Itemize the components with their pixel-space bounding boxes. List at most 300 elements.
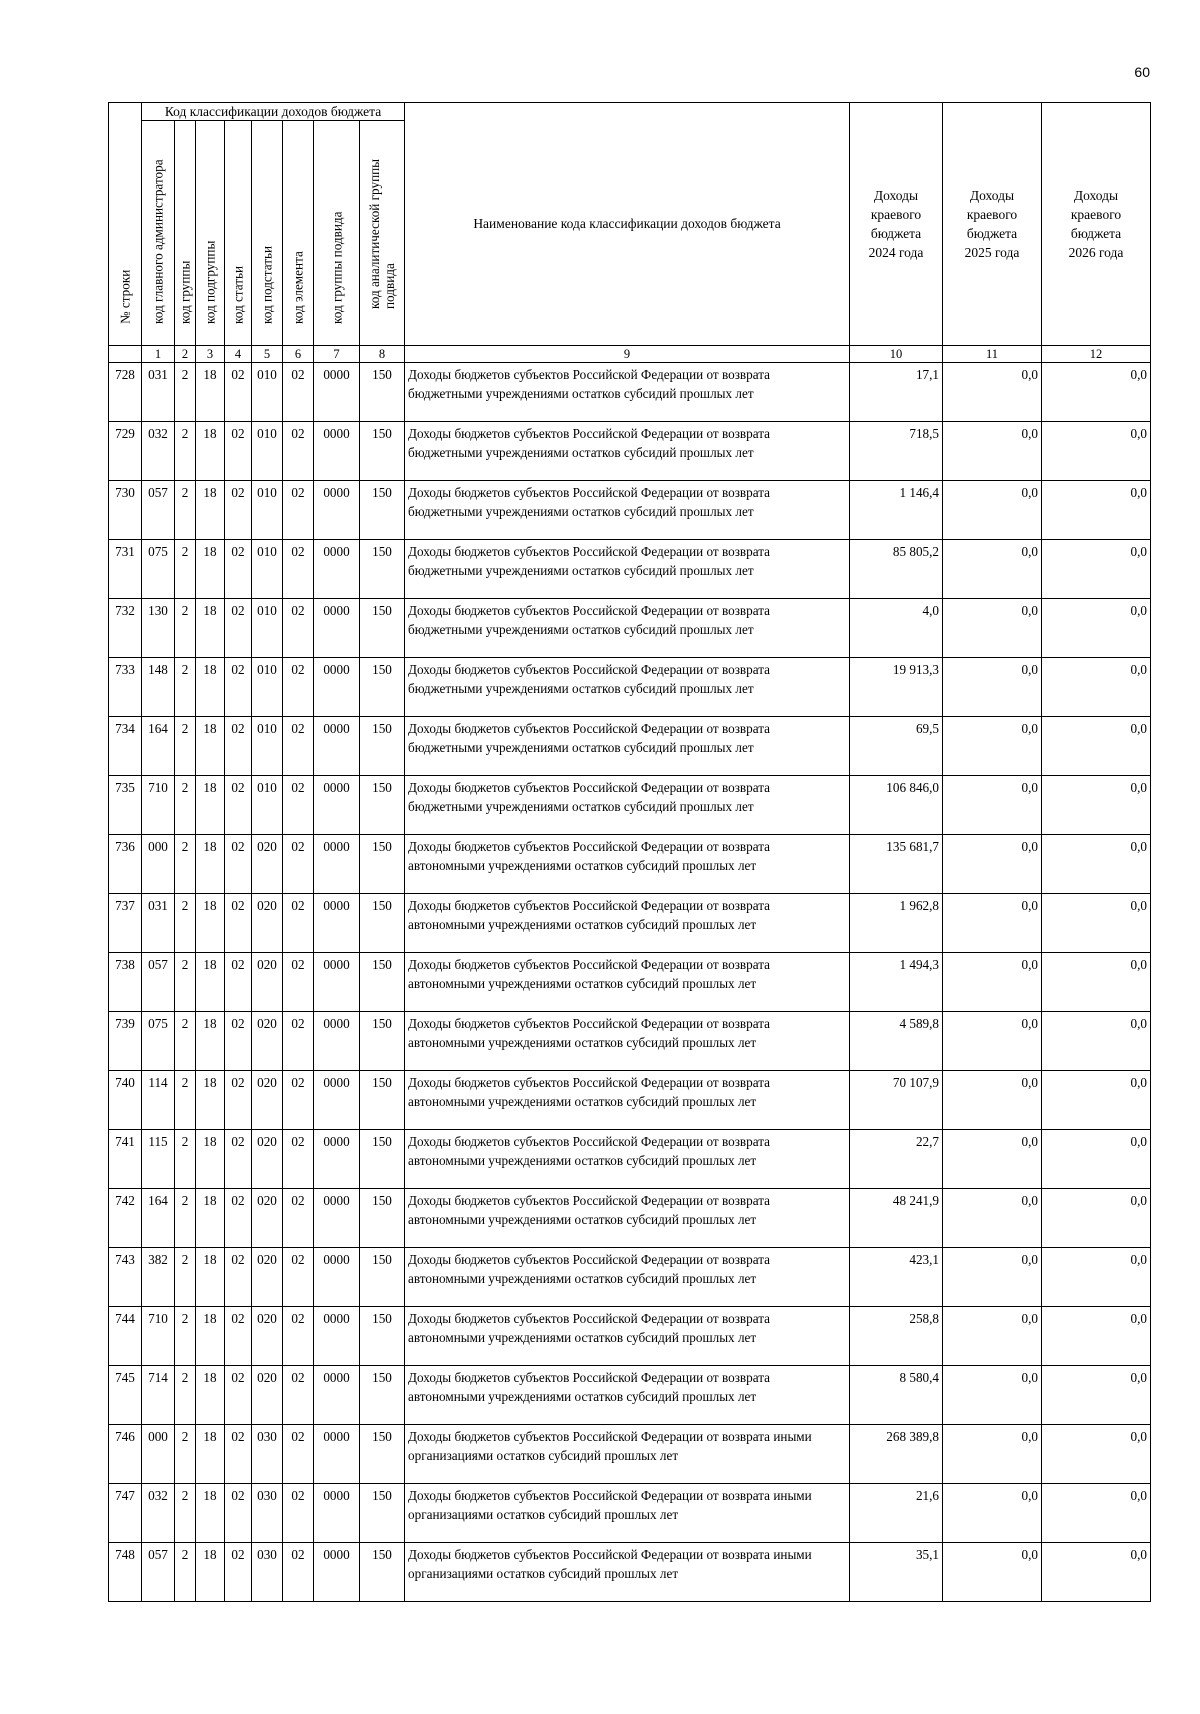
element-code-cell: 02 <box>283 1484 314 1543</box>
group-code-cell: 2 <box>175 1248 196 1307</box>
subgroup-code-cell: 18 <box>196 599 225 658</box>
subtype-group-code-cell: 0000 <box>314 658 360 717</box>
subtype-group-code-cell: 0000 <box>314 481 360 540</box>
element-code-cell: 02 <box>283 540 314 599</box>
admin-code-cell: 032 <box>142 422 175 481</box>
table-row <box>109 658 1151 717</box>
subtype-group-code-cell: 0000 <box>314 717 360 776</box>
row-number-cell: 746 <box>109 1425 142 1484</box>
row-number-cell: 742 <box>109 1189 142 1248</box>
group-code-cell: 2 <box>175 1012 196 1071</box>
subtype-group-code-cell: 0000 <box>314 1189 360 1248</box>
income-2024-cell: 70 107,9 <box>850 1071 943 1130</box>
table-row <box>109 1012 1151 1071</box>
income-2025-cell: 0,0 <box>943 1484 1042 1543</box>
analytic-group-code-cell: 150 <box>360 1189 405 1248</box>
element-code-cell: 02 <box>283 1543 314 1602</box>
column-number: 2 <box>175 346 196 363</box>
row-number-cell: 733 <box>109 658 142 717</box>
income-2024-cell: 1 494,3 <box>850 953 943 1012</box>
income-2024-cell: 69,5 <box>850 717 943 776</box>
row-number-cell: 744 <box>109 1307 142 1366</box>
header-classification-code: Код классификации доходов бюджета <box>142 103 405 121</box>
income-2025-cell: 0,0 <box>943 1366 1042 1425</box>
subtype-group-code-cell: 0000 <box>314 1071 360 1130</box>
income-2026-cell: 0,0 <box>1042 1425 1151 1484</box>
income-2026-cell: 0,0 <box>1042 717 1151 776</box>
subarticle-code-cell: 010 <box>252 363 283 422</box>
subarticle-code-cell: 010 <box>252 422 283 481</box>
income-2024-cell: 22,7 <box>850 1130 943 1189</box>
subtype-group-code-cell: 0000 <box>314 1130 360 1189</box>
subtype-group-code-cell: 0000 <box>314 1543 360 1602</box>
row-number-cell: 728 <box>109 363 142 422</box>
income-2025-cell: 0,0 <box>943 894 1042 953</box>
subgroup-code-cell: 18 <box>196 1307 225 1366</box>
income-2026-cell: 0,0 <box>1042 481 1151 540</box>
admin-code-cell: 000 <box>142 835 175 894</box>
article-code-cell: 02 <box>225 481 252 540</box>
row-number-cell: 739 <box>109 1012 142 1071</box>
subgroup-code-cell: 18 <box>196 894 225 953</box>
group-code-cell: 2 <box>175 953 196 1012</box>
column-number: 4 <box>225 346 252 363</box>
subarticle-code-cell: 010 <box>252 540 283 599</box>
admin-code-cell: 031 <box>142 363 175 422</box>
group-code-cell: 2 <box>175 1189 196 1248</box>
analytic-group-code-cell: 150 <box>360 1130 405 1189</box>
code-name-cell: Доходы бюджетов субъектов Российской Федерации от возврата автономными учреждениями остатков субсидий прошлых лет <box>405 1189 850 1248</box>
article-code-cell: 02 <box>225 599 252 658</box>
column-number: 8 <box>360 346 405 363</box>
column-number: 5 <box>252 346 283 363</box>
subarticle-code-cell: 010 <box>252 599 283 658</box>
article-code-cell: 02 <box>225 363 252 422</box>
income-2025-cell: 0,0 <box>943 1071 1042 1130</box>
element-code-cell: 02 <box>283 717 314 776</box>
income-2024-cell: 718,5 <box>850 422 943 481</box>
subarticle-code-cell: 020 <box>252 1012 283 1071</box>
subarticle-code-cell: 020 <box>252 1130 283 1189</box>
subtype-group-code-cell: 0000 <box>314 776 360 835</box>
element-code-cell: 02 <box>283 1366 314 1425</box>
income-2024-cell: 4 589,8 <box>850 1012 943 1071</box>
subtype-group-code-cell: 0000 <box>314 1425 360 1484</box>
row-number-cell: 743 <box>109 1248 142 1307</box>
income-2025-cell: 0,0 <box>943 953 1042 1012</box>
income-2026-cell: 0,0 <box>1042 1189 1151 1248</box>
element-code-cell: 02 <box>283 1248 314 1307</box>
group-code-cell: 2 <box>175 1307 196 1366</box>
subtype-group-code-cell: 0000 <box>314 1012 360 1071</box>
group-code-cell: 2 <box>175 363 196 422</box>
article-code-cell: 02 <box>225 1189 252 1248</box>
group-code-cell: 2 <box>175 658 196 717</box>
header-element-code: код элемента <box>283 121 314 346</box>
admin-code-cell: 710 <box>142 1307 175 1366</box>
subtype-group-code-cell: 0000 <box>314 1484 360 1543</box>
subarticle-code-cell: 020 <box>252 1366 283 1425</box>
element-code-cell: 02 <box>283 599 314 658</box>
article-code-cell: 02 <box>225 894 252 953</box>
row-number-cell: 741 <box>109 1130 142 1189</box>
element-code-cell: 02 <box>283 894 314 953</box>
analytic-group-code-cell: 150 <box>360 894 405 953</box>
row-number-cell: 745 <box>109 1366 142 1425</box>
income-2025-cell: 0,0 <box>943 1307 1042 1366</box>
income-2025-cell: 0,0 <box>943 658 1042 717</box>
group-code-cell: 2 <box>175 894 196 953</box>
subgroup-code-cell: 18 <box>196 540 225 599</box>
income-2025-cell: 0,0 <box>943 835 1042 894</box>
code-name-cell: Доходы бюджетов субъектов Российской Федерации от возврата автономными учреждениями остатков субсидий прошлых лет <box>405 953 850 1012</box>
income-classification-table <box>108 102 1151 1602</box>
header-article-code: код статьи <box>225 121 252 346</box>
income-2026-cell: 0,0 <box>1042 1012 1151 1071</box>
article-code-cell: 02 <box>225 1484 252 1543</box>
group-code-cell: 2 <box>175 1484 196 1543</box>
article-code-cell: 02 <box>225 540 252 599</box>
header-subtype-group-code: код группы подвида <box>314 121 360 346</box>
group-code-cell: 2 <box>175 540 196 599</box>
income-2024-cell: 1 962,8 <box>850 894 943 953</box>
subgroup-code-cell: 18 <box>196 835 225 894</box>
subtype-group-code-cell: 0000 <box>314 363 360 422</box>
element-code-cell: 02 <box>283 1425 314 1484</box>
article-code-cell: 02 <box>225 1425 252 1484</box>
income-2025-cell: 0,0 <box>943 1012 1042 1071</box>
header-subarticle-code: код подстатьи <box>252 121 283 346</box>
table-row <box>109 835 1151 894</box>
row-number-cell: 748 <box>109 1543 142 1602</box>
analytic-group-code-cell: 150 <box>360 835 405 894</box>
income-2024-cell: 1 146,4 <box>850 481 943 540</box>
row-number-cell: 737 <box>109 894 142 953</box>
admin-code-cell: 714 <box>142 1366 175 1425</box>
table-row <box>109 481 1151 540</box>
admin-code-cell: 032 <box>142 1484 175 1543</box>
income-2026-cell: 0,0 <box>1042 1071 1151 1130</box>
article-code-cell: 02 <box>225 1071 252 1130</box>
income-2024-cell: 8 580,4 <box>850 1366 943 1425</box>
group-code-cell: 2 <box>175 481 196 540</box>
income-2025-cell: 0,0 <box>943 1130 1042 1189</box>
header-income-2024: Доходы краевого бюджета 2024 года <box>850 103 943 346</box>
income-2024-cell: 17,1 <box>850 363 943 422</box>
subarticle-code-cell: 020 <box>252 1248 283 1307</box>
header-subgroup-code: код подгруппы <box>196 121 225 346</box>
subgroup-code-cell: 18 <box>196 1071 225 1130</box>
subtype-group-code-cell: 0000 <box>314 894 360 953</box>
article-code-cell: 02 <box>225 1543 252 1602</box>
row-number-cell: 747 <box>109 1484 142 1543</box>
income-2026-cell: 0,0 <box>1042 363 1151 422</box>
row-number-cell: 732 <box>109 599 142 658</box>
element-code-cell: 02 <box>283 1130 314 1189</box>
group-code-cell: 2 <box>175 1425 196 1484</box>
admin-code-cell: 164 <box>142 1189 175 1248</box>
code-name-cell: Доходы бюджетов субъектов Российской Федерации от возврата бюджетными учреждениями остатков субсидий прошлых лет <box>405 717 850 776</box>
table-row <box>109 776 1151 835</box>
admin-code-cell: 114 <box>142 1071 175 1130</box>
subarticle-code-cell: 010 <box>252 776 283 835</box>
article-code-cell: 02 <box>225 1307 252 1366</box>
row-number-cell: 734 <box>109 717 142 776</box>
code-name-cell: Доходы бюджетов субъектов Российской Федерации от возврата автономными учреждениями остатков субсидий прошлых лет <box>405 1130 850 1189</box>
element-code-cell: 02 <box>283 953 314 1012</box>
income-2024-cell: 48 241,9 <box>850 1189 943 1248</box>
table-row <box>109 1189 1151 1248</box>
article-code-cell: 02 <box>225 717 252 776</box>
income-2024-cell: 4,0 <box>850 599 943 658</box>
element-code-cell: 02 <box>283 776 314 835</box>
income-2025-cell: 0,0 <box>943 599 1042 658</box>
analytic-group-code-cell: 150 <box>360 658 405 717</box>
income-2024-cell: 423,1 <box>850 1248 943 1307</box>
group-code-cell: 2 <box>175 1130 196 1189</box>
income-2026-cell: 0,0 <box>1042 1484 1151 1543</box>
element-code-cell: 02 <box>283 835 314 894</box>
income-2024-cell: 135 681,7 <box>850 835 943 894</box>
article-code-cell: 02 <box>225 1130 252 1189</box>
row-number-cell: 736 <box>109 835 142 894</box>
subarticle-code-cell: 010 <box>252 658 283 717</box>
table-row <box>109 1248 1151 1307</box>
table-row <box>109 894 1151 953</box>
table-row <box>109 540 1151 599</box>
code-name-cell: Доходы бюджетов субъектов Российской Федерации от возврата иными организациями остатков субсидий прошлых лет <box>405 1543 850 1602</box>
admin-code-cell: 115 <box>142 1130 175 1189</box>
element-code-cell: 02 <box>283 481 314 540</box>
column-number: 6 <box>283 346 314 363</box>
column-number: 10 <box>850 346 943 363</box>
row-number-cell: 730 <box>109 481 142 540</box>
group-code-cell: 2 <box>175 1071 196 1130</box>
admin-code-cell: 382 <box>142 1248 175 1307</box>
income-2026-cell: 0,0 <box>1042 422 1151 481</box>
subarticle-code-cell: 030 <box>252 1425 283 1484</box>
subarticle-code-cell: 030 <box>252 1543 283 1602</box>
code-name-cell: Доходы бюджетов субъектов Российской Федерации от возврата автономными учреждениями остатков субсидий прошлых лет <box>405 1071 850 1130</box>
code-name-cell: Доходы бюджетов субъектов Российской Федерации от возврата автономными учреждениями остатков субсидий прошлых лет <box>405 1366 850 1425</box>
table-row <box>109 717 1151 776</box>
article-code-cell: 02 <box>225 835 252 894</box>
income-2025-cell: 0,0 <box>943 776 1042 835</box>
admin-code-cell: 075 <box>142 1012 175 1071</box>
code-name-cell: Доходы бюджетов субъектов Российской Федерации от возврата бюджетными учреждениями остатков субсидий прошлых лет <box>405 599 850 658</box>
income-2026-cell: 0,0 <box>1042 658 1151 717</box>
element-code-cell: 02 <box>283 422 314 481</box>
column-number-row <box>109 346 1151 363</box>
code-name-cell: Доходы бюджетов субъектов Российской Федерации от возврата бюджетными учреждениями остатков субсидий прошлых лет <box>405 481 850 540</box>
income-2026-cell: 0,0 <box>1042 1307 1151 1366</box>
table-row <box>109 363 1151 422</box>
subarticle-code-cell: 020 <box>252 953 283 1012</box>
subgroup-code-cell: 18 <box>196 776 225 835</box>
subgroup-code-cell: 18 <box>196 1012 225 1071</box>
header-income-2025: Доходы краевого бюджета 2025 года <box>943 103 1042 346</box>
code-name-cell: Доходы бюджетов субъектов Российской Федерации от возврата автономными учреждениями остатков субсидий прошлых лет <box>405 1012 850 1071</box>
code-name-cell: Доходы бюджетов субъектов Российской Федерации от возврата бюджетными учреждениями остатков субсидий прошлых лет <box>405 658 850 717</box>
column-number: 7 <box>314 346 360 363</box>
subtype-group-code-cell: 0000 <box>314 1248 360 1307</box>
income-2026-cell: 0,0 <box>1042 953 1151 1012</box>
income-2026-cell: 0,0 <box>1042 1130 1151 1189</box>
article-code-cell: 02 <box>225 658 252 717</box>
row-number-cell: 738 <box>109 953 142 1012</box>
subarticle-code-cell: 020 <box>252 1189 283 1248</box>
subgroup-code-cell: 18 <box>196 1189 225 1248</box>
income-2026-cell: 0,0 <box>1042 599 1151 658</box>
subgroup-code-cell: 18 <box>196 1130 225 1189</box>
analytic-group-code-cell: 150 <box>360 1012 405 1071</box>
table-row <box>109 1130 1151 1189</box>
admin-code-cell: 057 <box>142 953 175 1012</box>
group-code-cell: 2 <box>175 1543 196 1602</box>
subtype-group-code-cell: 0000 <box>314 953 360 1012</box>
income-2024-cell: 19 913,3 <box>850 658 943 717</box>
group-code-cell: 2 <box>175 599 196 658</box>
subarticle-code-cell: 020 <box>252 1071 283 1130</box>
article-code-cell: 02 <box>225 953 252 1012</box>
subgroup-code-cell: 18 <box>196 363 225 422</box>
income-2025-cell: 0,0 <box>943 1425 1042 1484</box>
subarticle-code-cell: 030 <box>252 1484 283 1543</box>
subtype-group-code-cell: 0000 <box>314 599 360 658</box>
article-code-cell: 02 <box>225 1366 252 1425</box>
subgroup-code-cell: 18 <box>196 1366 225 1425</box>
group-code-cell: 2 <box>175 776 196 835</box>
income-2026-cell: 0,0 <box>1042 776 1151 835</box>
element-code-cell: 02 <box>283 363 314 422</box>
analytic-group-code-cell: 150 <box>360 1366 405 1425</box>
header-code-name: Наименование кода классификации доходов бюджета <box>405 103 850 346</box>
analytic-group-code-cell: 150 <box>360 599 405 658</box>
income-2025-cell: 0,0 <box>943 717 1042 776</box>
analytic-group-code-cell: 150 <box>360 1543 405 1602</box>
row-number-cell: 735 <box>109 776 142 835</box>
subgroup-code-cell: 18 <box>196 1248 225 1307</box>
code-name-cell: Доходы бюджетов субъектов Российской Федерации от возврата автономными учреждениями остатков субсидий прошлых лет <box>405 835 850 894</box>
code-name-cell: Доходы бюджетов субъектов Российской Федерации от возврата иными организациями остатков субсидий прошлых лет <box>405 1484 850 1543</box>
analytic-group-code-cell: 150 <box>360 1248 405 1307</box>
header-admin-code: код главного администратора <box>142 121 175 346</box>
article-code-cell: 02 <box>225 1012 252 1071</box>
row-number-cell: 740 <box>109 1071 142 1130</box>
subtype-group-code-cell: 0000 <box>314 422 360 481</box>
income-2026-cell: 0,0 <box>1042 894 1151 953</box>
analytic-group-code-cell: 150 <box>360 422 405 481</box>
income-2024-cell: 35,1 <box>850 1543 943 1602</box>
admin-code-cell: 057 <box>142 481 175 540</box>
table-row <box>109 1425 1151 1484</box>
subarticle-code-cell: 020 <box>252 894 283 953</box>
element-code-cell: 02 <box>283 1012 314 1071</box>
analytic-group-code-cell: 150 <box>360 1071 405 1130</box>
income-2026-cell: 0,0 <box>1042 1248 1151 1307</box>
code-name-cell: Доходы бюджетов субъектов Российской Федерации от возврата иными организациями остатков субсидий прошлых лет <box>405 1425 850 1484</box>
column-number: 11 <box>943 346 1042 363</box>
page-number: 60 <box>1134 64 1150 80</box>
admin-code-cell: 710 <box>142 776 175 835</box>
analytic-group-code-cell: 150 <box>360 776 405 835</box>
subgroup-code-cell: 18 <box>196 1484 225 1543</box>
element-code-cell: 02 <box>283 1071 314 1130</box>
code-name-cell: Доходы бюджетов субъектов Российской Федерации от возврата автономными учреждениями остатков субсидий прошлых лет <box>405 894 850 953</box>
income-2024-cell: 258,8 <box>850 1307 943 1366</box>
column-number: 9 <box>405 346 850 363</box>
column-number: 12 <box>1042 346 1151 363</box>
code-name-cell: Доходы бюджетов субъектов Российской Федерации от возврата бюджетными учреждениями остатков субсидий прошлых лет <box>405 776 850 835</box>
income-2024-cell: 268 389,8 <box>850 1425 943 1484</box>
row-number-cell: 731 <box>109 540 142 599</box>
subtype-group-code-cell: 0000 <box>314 540 360 599</box>
income-2025-cell: 0,0 <box>943 1248 1042 1307</box>
admin-code-cell: 130 <box>142 599 175 658</box>
subgroup-code-cell: 18 <box>196 481 225 540</box>
group-code-cell: 2 <box>175 835 196 894</box>
income-2026-cell: 0,0 <box>1042 1366 1151 1425</box>
income-2024-cell: 106 846,0 <box>850 776 943 835</box>
income-2026-cell: 0,0 <box>1042 540 1151 599</box>
subarticle-code-cell: 010 <box>252 481 283 540</box>
code-name-cell: Доходы бюджетов субъектов Российской Федерации от возврата автономными учреждениями остатков субсидий прошлых лет <box>405 1248 850 1307</box>
header-group-code: код группы <box>175 121 196 346</box>
code-name-cell: Доходы бюджетов субъектов Российской Федерации от возврата бюджетными учреждениями остатков субсидий прошлых лет <box>405 422 850 481</box>
analytic-group-code-cell: 150 <box>360 953 405 1012</box>
article-code-cell: 02 <box>225 422 252 481</box>
subarticle-code-cell: 010 <box>252 717 283 776</box>
analytic-group-code-cell: 150 <box>360 1307 405 1366</box>
subgroup-code-cell: 18 <box>196 658 225 717</box>
column-number: 1 <box>142 346 175 363</box>
column-number <box>109 346 142 363</box>
income-2025-cell: 0,0 <box>943 540 1042 599</box>
table-row <box>109 599 1151 658</box>
table-row <box>109 1071 1151 1130</box>
element-code-cell: 02 <box>283 1189 314 1248</box>
table-row <box>109 1484 1151 1543</box>
subgroup-code-cell: 18 <box>196 953 225 1012</box>
subgroup-code-cell: 18 <box>196 717 225 776</box>
income-2026-cell: 0,0 <box>1042 835 1151 894</box>
group-code-cell: 2 <box>175 717 196 776</box>
header-row-top <box>109 103 1151 121</box>
income-2025-cell: 0,0 <box>943 1543 1042 1602</box>
row-number-cell: 729 <box>109 422 142 481</box>
element-code-cell: 02 <box>283 1307 314 1366</box>
table-body <box>109 363 1151 1602</box>
element-code-cell: 02 <box>283 658 314 717</box>
subtype-group-code-cell: 0000 <box>314 1307 360 1366</box>
income-2024-cell: 85 805,2 <box>850 540 943 599</box>
code-name-cell: Доходы бюджетов субъектов Российской Федерации от возврата бюджетными учреждениями остатков субсидий прошлых лет <box>405 540 850 599</box>
article-code-cell: 02 <box>225 1248 252 1307</box>
subtype-group-code-cell: 0000 <box>314 1366 360 1425</box>
analytic-group-code-cell: 150 <box>360 363 405 422</box>
subgroup-code-cell: 18 <box>196 1425 225 1484</box>
table-row <box>109 953 1151 1012</box>
income-2026-cell: 0,0 <box>1042 1543 1151 1602</box>
analytic-group-code-cell: 150 <box>360 1425 405 1484</box>
income-2025-cell: 0,0 <box>943 363 1042 422</box>
income-2025-cell: 0,0 <box>943 422 1042 481</box>
admin-code-cell: 057 <box>142 1543 175 1602</box>
article-code-cell: 02 <box>225 776 252 835</box>
code-name-cell: Доходы бюджетов субъектов Российской Федерации от возврата бюджетными учреждениями остатков субсидий прошлых лет <box>405 363 850 422</box>
header-analytic-group-code: код аналитической группы подвида <box>360 121 405 346</box>
code-name-cell: Доходы бюджетов субъектов Российской Федерации от возврата автономными учреждениями остатков субсидий прошлых лет <box>405 1307 850 1366</box>
